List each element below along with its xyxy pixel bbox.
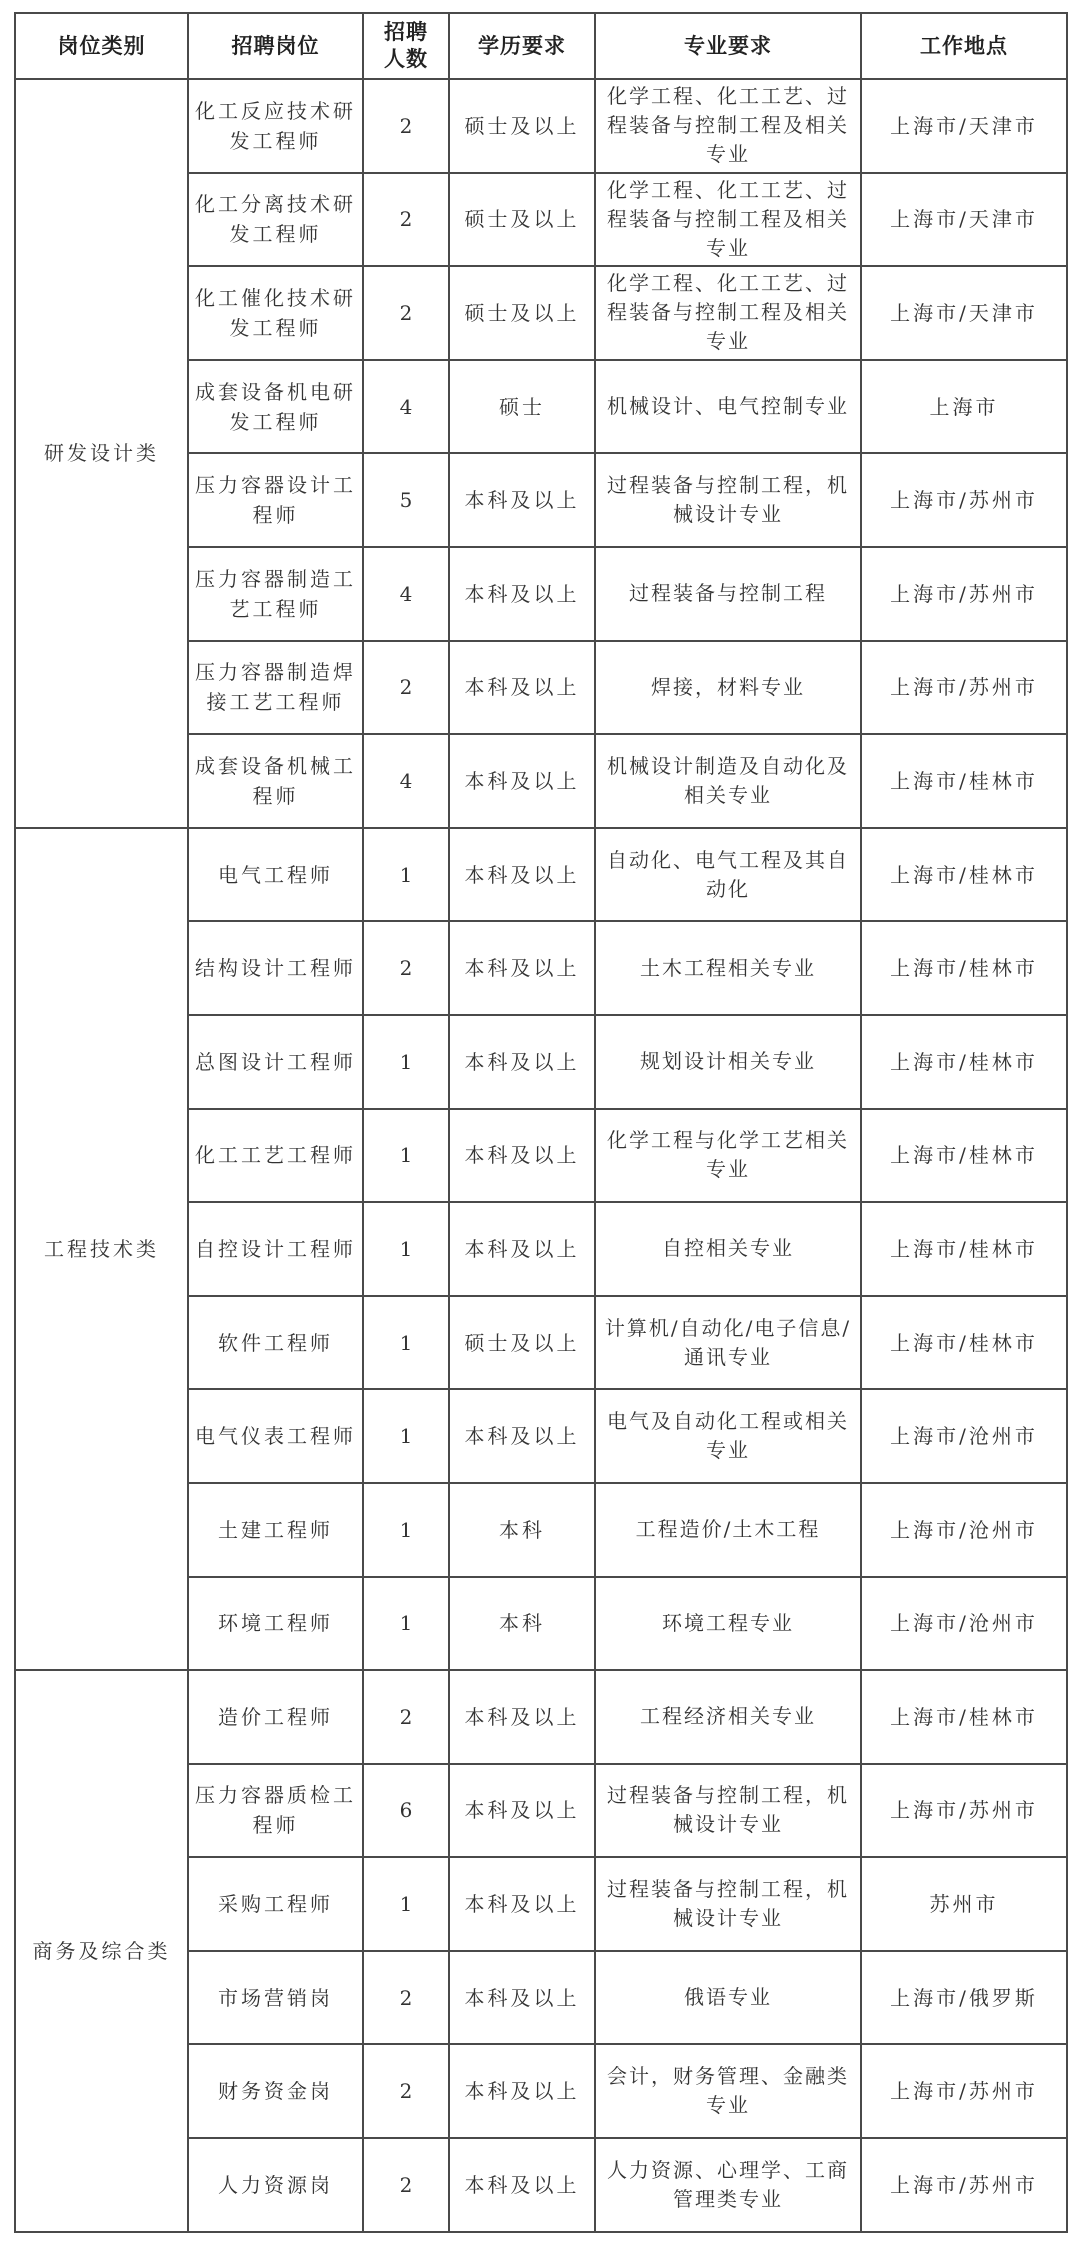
- location-cell: 上海市/桂林市: [861, 1109, 1067, 1203]
- position-cell: 自控设计工程师: [188, 1202, 363, 1296]
- position-cell: 化工分离技术研发工程师: [188, 173, 363, 267]
- education-cell: 硕士及以上: [449, 173, 595, 267]
- count-cell: 1: [363, 1202, 449, 1296]
- location-cell: 上海市/桂林市: [861, 1202, 1067, 1296]
- major-cell: 化学工程、化工工艺、过程装备与控制工程及相关专业: [595, 266, 861, 360]
- education-cell: 硕士及以上: [449, 1296, 595, 1390]
- count-cell: 1: [363, 1109, 449, 1203]
- position-cell: 采购工程师: [188, 1857, 363, 1951]
- education-cell: 本科及以上: [449, 1202, 595, 1296]
- major-cell: 工程造价/土木工程: [595, 1483, 861, 1577]
- location-cell: 上海市/桂林市: [861, 1670, 1067, 1764]
- count-cell: 6: [363, 1764, 449, 1858]
- education-cell: 本科及以上: [449, 453, 595, 547]
- major-cell: 机械设计、电气控制专业: [595, 360, 861, 454]
- education-cell: 本科及以上: [449, 1764, 595, 1858]
- major-cell: 电气及自动化工程或相关专业: [595, 1389, 861, 1483]
- count-cell: 2: [363, 1951, 449, 2045]
- location-cell: 上海市/沧州市: [861, 1577, 1067, 1671]
- position-cell: 结构设计工程师: [188, 921, 363, 1015]
- position-cell: 压力容器制造焊接工艺工程师: [188, 641, 363, 735]
- location-cell: 上海市/苏州市: [861, 453, 1067, 547]
- header-location: 工作地点: [861, 13, 1067, 79]
- major-cell: 化学工程、化工工艺、过程装备与控制工程及相关专业: [595, 173, 861, 267]
- major-cell: 过程装备与控制工程，机械设计专业: [595, 1857, 861, 1951]
- position-cell: 压力容器制造工艺工程师: [188, 547, 363, 641]
- category-cell: 工程技术类: [15, 828, 188, 1670]
- education-cell: 本科及以上: [449, 1857, 595, 1951]
- count-cell: 1: [363, 1389, 449, 1483]
- table-body: [15, 79, 1067, 2232]
- position-cell: 人力资源岗: [188, 2138, 363, 2232]
- position-cell: 市场营销岗: [188, 1951, 363, 2045]
- header-category: 岗位类别: [15, 13, 188, 79]
- position-cell: 化工工艺工程师: [188, 1109, 363, 1203]
- position-cell: 造价工程师: [188, 1670, 363, 1764]
- location-cell: 上海市/沧州市: [861, 1389, 1067, 1483]
- position-cell: 化工反应技术研发工程师: [188, 79, 363, 173]
- count-cell: 2: [363, 266, 449, 360]
- category-cell: 研发设计类: [15, 79, 188, 828]
- major-cell: 过程装备与控制工程，机械设计专业: [595, 453, 861, 547]
- major-cell: 过程装备与控制工程: [595, 547, 861, 641]
- location-cell: 上海市: [861, 360, 1067, 454]
- education-cell: 本科: [449, 1483, 595, 1577]
- major-cell: 自控相关专业: [595, 1202, 861, 1296]
- education-cell: 本科及以上: [449, 1389, 595, 1483]
- location-cell: 上海市/桂林市: [861, 1015, 1067, 1109]
- education-cell: 本科及以上: [449, 641, 595, 735]
- position-cell: 环境工程师: [188, 1577, 363, 1671]
- count-cell: 2: [363, 79, 449, 173]
- education-cell: 本科及以上: [449, 828, 595, 922]
- location-cell: 上海市/苏州市: [861, 1764, 1067, 1858]
- position-cell: 化工催化技术研发工程师: [188, 266, 363, 360]
- major-cell: 工程经济相关专业: [595, 1670, 861, 1764]
- major-cell: 化学工程、化工工艺、过程装备与控制工程及相关专业: [595, 79, 861, 173]
- location-cell: 上海市/苏州市: [861, 547, 1067, 641]
- count-cell: 4: [363, 547, 449, 641]
- position-cell: 软件工程师: [188, 1296, 363, 1390]
- education-cell: 硕士: [449, 360, 595, 454]
- location-cell: 苏州市: [861, 1857, 1067, 1951]
- count-cell: 1: [363, 1577, 449, 1671]
- position-cell: 财务资金岗: [188, 2044, 363, 2138]
- education-cell: 本科及以上: [449, 734, 595, 828]
- count-cell: 1: [363, 1857, 449, 1951]
- header-education: 学历要求: [449, 13, 595, 79]
- location-cell: 上海市/桂林市: [861, 1296, 1067, 1390]
- position-cell: 土建工程师: [188, 1483, 363, 1577]
- major-cell: 俄语专业: [595, 1951, 861, 2045]
- table-row: [15, 1670, 1067, 1764]
- position-cell: 压力容器设计工程师: [188, 453, 363, 547]
- major-cell: 化学工程与化学工艺相关专业: [595, 1109, 861, 1203]
- count-cell: 1: [363, 1296, 449, 1390]
- position-cell: 电气工程师: [188, 828, 363, 922]
- table-row: [15, 79, 1067, 173]
- location-cell: 上海市/天津市: [861, 173, 1067, 267]
- location-cell: 上海市/苏州市: [861, 2138, 1067, 2232]
- major-cell: 土木工程相关专业: [595, 921, 861, 1015]
- count-cell: 2: [363, 2138, 449, 2232]
- education-cell: 本科: [449, 1577, 595, 1671]
- position-cell: 成套设备机械工程师: [188, 734, 363, 828]
- count-cell: 2: [363, 1670, 449, 1764]
- location-cell: 上海市/苏州市: [861, 2044, 1067, 2138]
- position-cell: 压力容器质检工程师: [188, 1764, 363, 1858]
- header-count: 招聘 人数: [363, 13, 449, 79]
- location-cell: 上海市/天津市: [861, 266, 1067, 360]
- education-cell: 本科及以上: [449, 921, 595, 1015]
- count-cell: 2: [363, 173, 449, 267]
- position-cell: 电气仪表工程师: [188, 1389, 363, 1483]
- location-cell: 上海市/沧州市: [861, 1483, 1067, 1577]
- education-cell: 本科及以上: [449, 1951, 595, 2045]
- education-cell: 本科及以上: [449, 2044, 595, 2138]
- position-cell: 成套设备机电研发工程师: [188, 360, 363, 454]
- location-cell: 上海市/桂林市: [861, 921, 1067, 1015]
- table-header-row: [15, 13, 1067, 79]
- count-cell: 2: [363, 2044, 449, 2138]
- count-cell: 4: [363, 360, 449, 454]
- count-cell: 4: [363, 734, 449, 828]
- major-cell: 焊接，材料专业: [595, 641, 861, 735]
- education-cell: 硕士及以上: [449, 266, 595, 360]
- count-cell: 1: [363, 828, 449, 922]
- education-cell: 本科及以上: [449, 2138, 595, 2232]
- header-major: 专业要求: [595, 13, 861, 79]
- major-cell: 自动化、电气工程及其自动化: [595, 828, 861, 922]
- count-cell: 1: [363, 1483, 449, 1577]
- count-cell: 2: [363, 641, 449, 735]
- education-cell: 本科及以上: [449, 1015, 595, 1109]
- major-cell: 计算机/自动化/电子信息/通讯专业: [595, 1296, 861, 1390]
- education-cell: 本科及以上: [449, 547, 595, 641]
- location-cell: 上海市/天津市: [861, 79, 1067, 173]
- location-cell: 上海市/桂林市: [861, 828, 1067, 922]
- position-cell: 总图设计工程师: [188, 1015, 363, 1109]
- major-cell: 过程装备与控制工程，机械设计专业: [595, 1764, 861, 1858]
- education-cell: 本科及以上: [449, 1109, 595, 1203]
- location-cell: 上海市/苏州市: [861, 641, 1067, 735]
- location-cell: 上海市/桂林市: [861, 734, 1067, 828]
- major-cell: 环境工程专业: [595, 1577, 861, 1671]
- count-cell: 2: [363, 921, 449, 1015]
- header-position: 招聘岗位: [188, 13, 363, 79]
- table-row: [15, 828, 1067, 922]
- major-cell: 会计，财务管理、金融类专业: [595, 2044, 861, 2138]
- count-cell: 5: [363, 453, 449, 547]
- major-cell: 规划设计相关专业: [595, 1015, 861, 1109]
- major-cell: 机械设计制造及自动化及相关专业: [595, 734, 861, 828]
- category-cell: 商务及综合类: [15, 1670, 188, 2232]
- count-cell: 1: [363, 1015, 449, 1109]
- education-cell: 硕士及以上: [449, 79, 595, 173]
- location-cell: 上海市/俄罗斯: [861, 1951, 1067, 2045]
- recruitment-table: [14, 12, 1068, 2233]
- major-cell: 人力资源、心理学、工商管理类专业: [595, 2138, 861, 2232]
- education-cell: 本科及以上: [449, 1670, 595, 1764]
